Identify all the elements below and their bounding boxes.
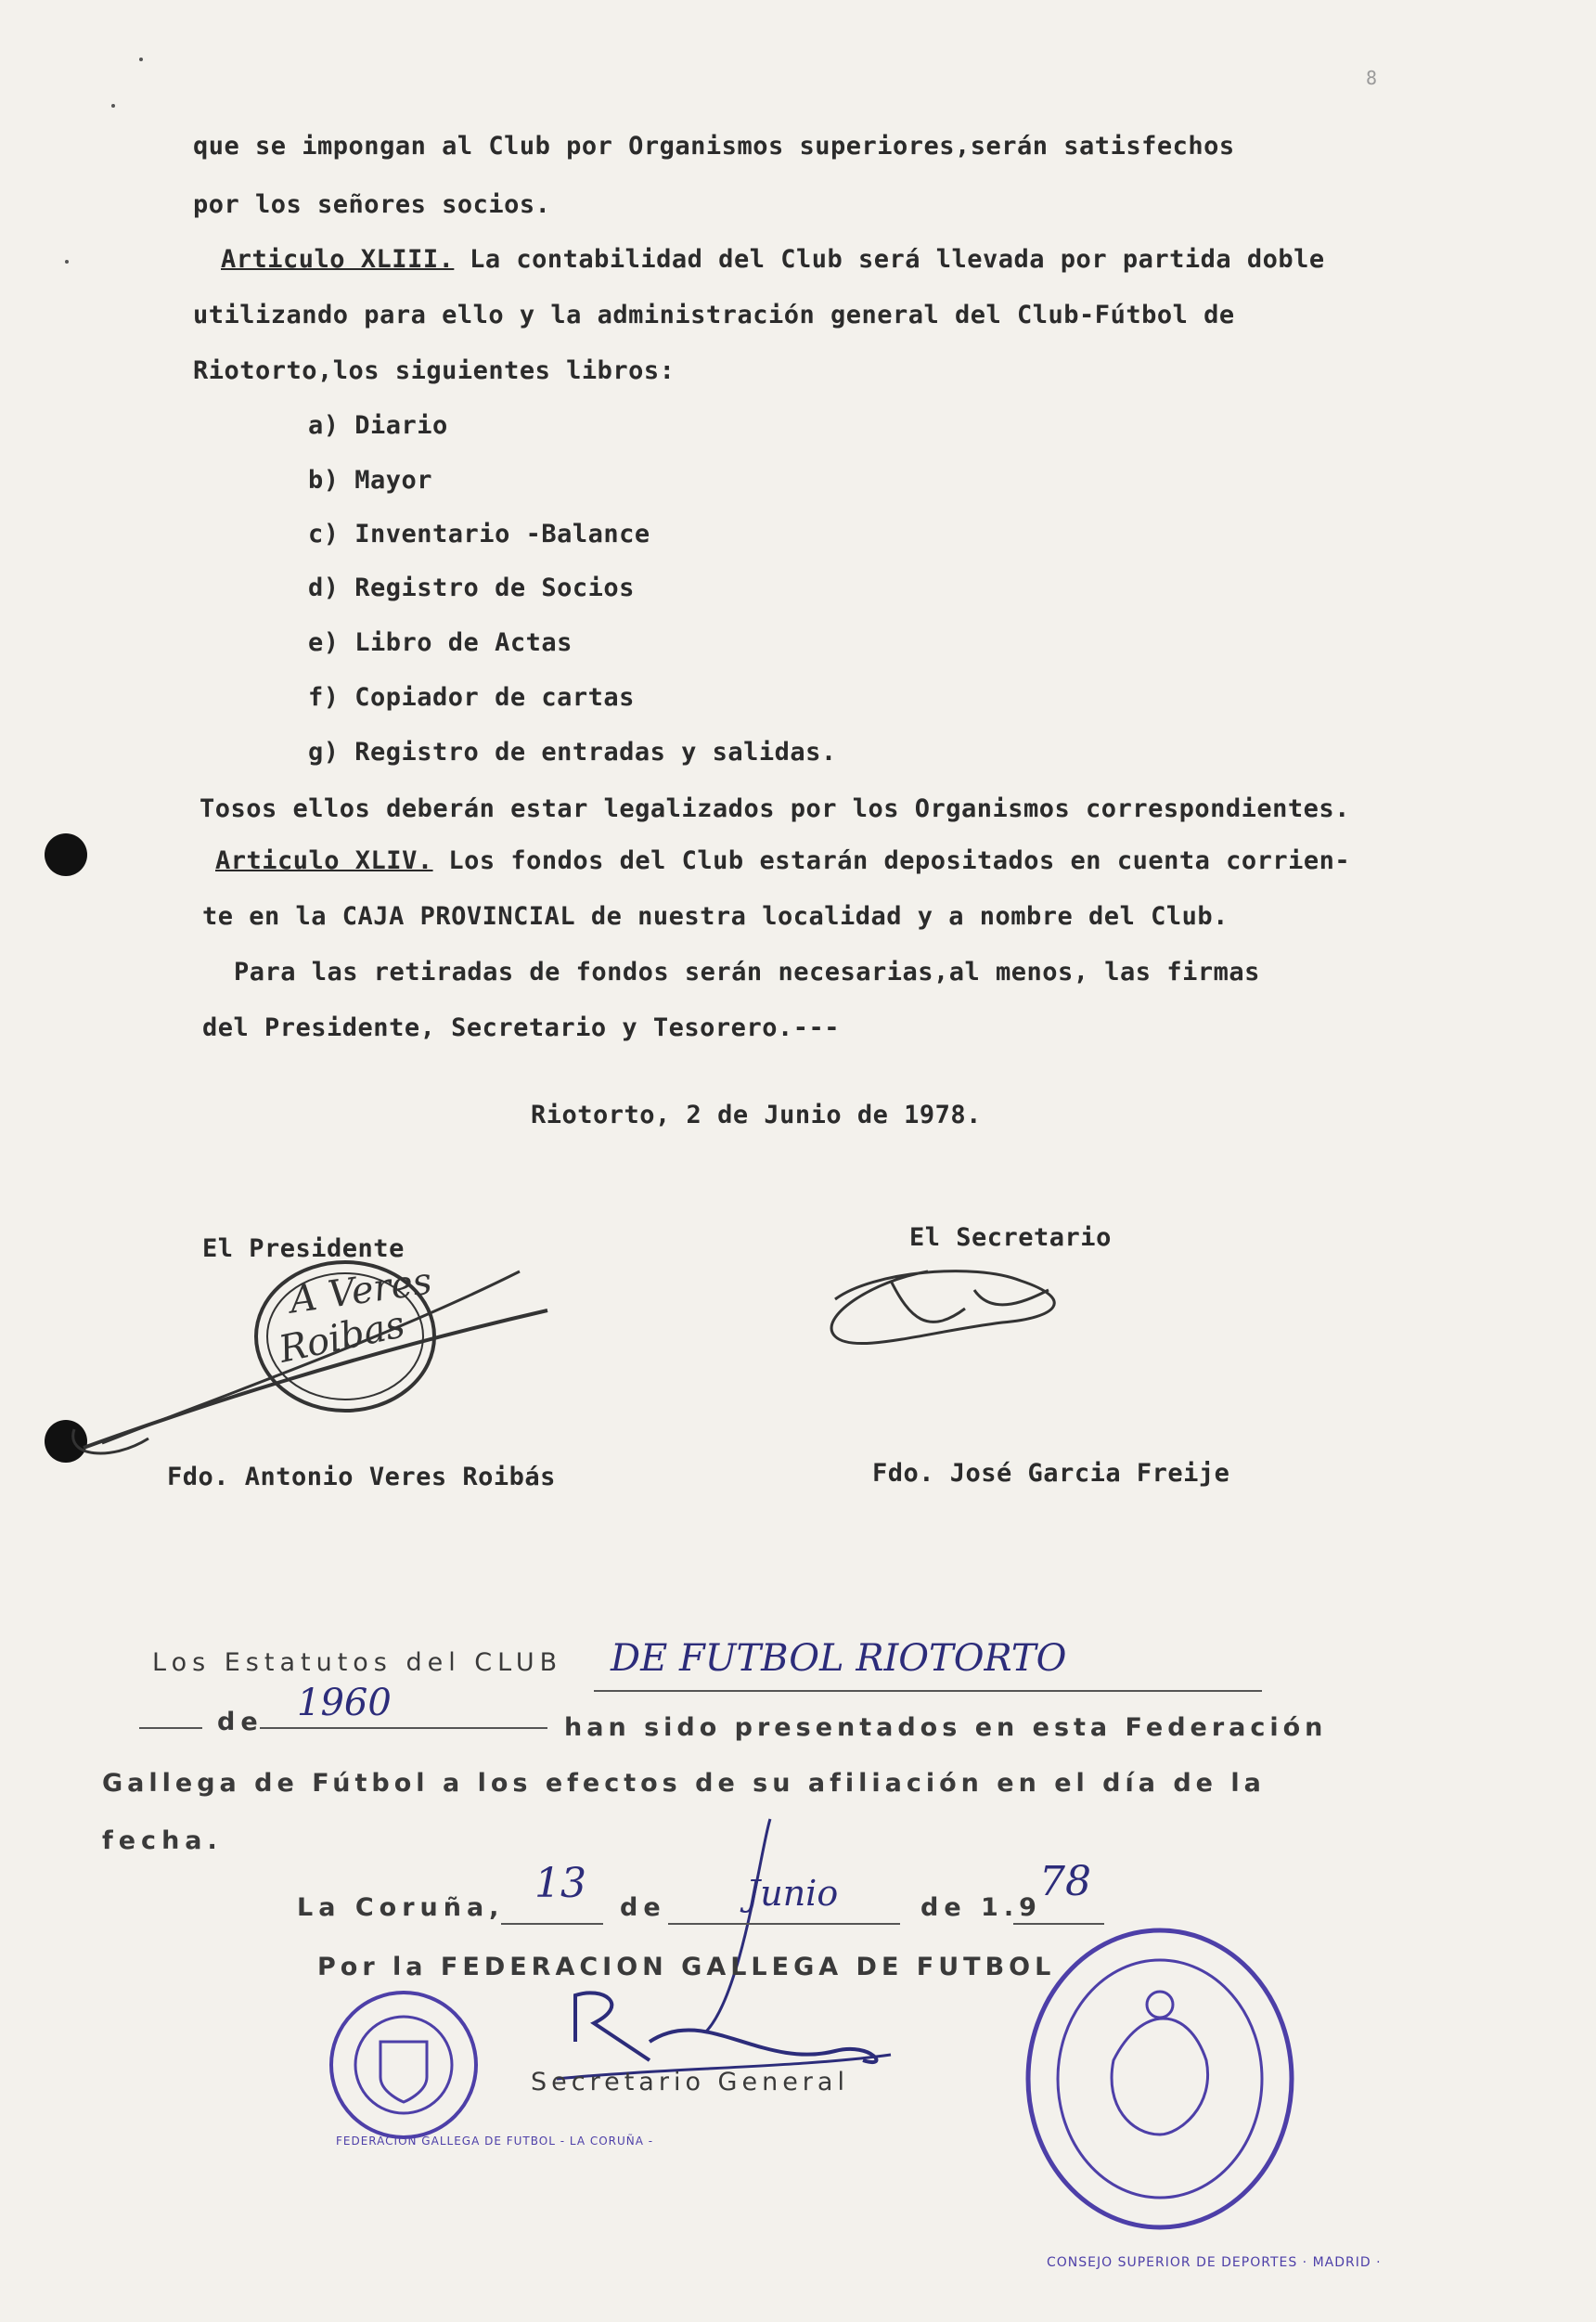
left-seal-text: FEDERACION GALLEGA DE FUTBOL - LA CORUÑA - bbox=[336, 2135, 654, 2148]
club-handwritten: DE FUTBOL RIOTORTO bbox=[611, 1637, 1067, 1680]
book-item: e) Libro de Actas bbox=[308, 628, 573, 657]
body-line-5: Riotorto,los siguientes libros: bbox=[193, 356, 676, 385]
month-handwritten: Junio bbox=[746, 1873, 839, 1914]
secretary-signature bbox=[831, 1271, 1054, 1344]
body-line-4: utilizando para ello y la administración general del Club-Fútbol de bbox=[193, 301, 1235, 329]
federation-signature bbox=[557, 1819, 891, 2079]
federation-line-2: Gallega de Fútbol a los efectos de su afiliación en el día de la bbox=[102, 1769, 1266, 1798]
body-caja-line: te en la CAJA PROVINCIAL de nuestra localidad y a nombre del Club. bbox=[202, 902, 1229, 931]
president-stamp-line-2: Roibas bbox=[275, 1303, 409, 1372]
federation-place: La Coruña, bbox=[297, 1893, 505, 1922]
article-43-text: La contabilidad del Club será llevada por partida doble bbox=[454, 245, 1325, 274]
right-seal-text: CONSEJO SUPERIOR DE DEPORTES · MADRID · bbox=[1047, 2255, 1382, 2270]
book-item: g) Registro de entradas y salidas. bbox=[308, 738, 837, 767]
article-44-text: Los fondos del Club estarán depositados en cuenta corrien- bbox=[432, 846, 1351, 875]
book-item: a) Diario bbox=[308, 411, 448, 440]
federation-de-2: de 1.9 bbox=[920, 1893, 1042, 1922]
body-line-1: que se impongan al Club por Organismos superiores,serán satisfechos bbox=[193, 132, 1235, 161]
body-line-2: por los señores socios. bbox=[193, 190, 551, 219]
secretary-label: El Secretario bbox=[909, 1223, 1112, 1252]
federation-por: Por la FEDERACION GALLEGA DE FUTBOL bbox=[317, 1953, 1056, 1981]
federation-presented: han sido presentados en esta Federación bbox=[564, 1713, 1328, 1742]
book-item: f) Copiador de cartas bbox=[308, 683, 635, 712]
body-cargos-line: del Presidente, Secretario y Tesorero.--- bbox=[202, 1013, 840, 1042]
body-legal-line: Tosos ellos deberán estar legalizados por los Organismos correspondientes. bbox=[200, 794, 1350, 823]
federation-line-3: fecha. bbox=[102, 1826, 223, 1855]
left-seal bbox=[331, 1993, 476, 2137]
right-seal bbox=[1028, 1930, 1292, 2227]
president-name: Fdo. Antonio Veres Roibás bbox=[167, 1463, 556, 1491]
article-44-title: Articulo XLIV. bbox=[215, 846, 433, 875]
federation-role: Secretario General bbox=[531, 2068, 849, 2096]
secretary-name: Fdo. José Garcia Freije bbox=[872, 1459, 1230, 1488]
book-item: c) Inventario -Balance bbox=[308, 520, 650, 548]
body-firmas-line: Para las retiradas de fondos serán necesarias,al menos, las firmas bbox=[234, 958, 1260, 987]
president-stamp-line-1: A Veres bbox=[287, 1259, 435, 1322]
year-suffix-handwritten: 78 bbox=[1039, 1858, 1091, 1905]
book-item: b) Mayor bbox=[308, 466, 433, 495]
day-handwritten: 13 bbox=[534, 1860, 586, 1907]
federation-de-1: de bbox=[620, 1893, 666, 1922]
page-marker: 8 bbox=[1366, 67, 1378, 89]
federation-prefix: Los Estatutos del CLUB bbox=[152, 1648, 563, 1677]
book-item: d) Registro de Socios bbox=[308, 574, 635, 602]
year-handwritten: 1960 bbox=[297, 1682, 392, 1724]
place-date: Riotorto, 2 de Junio de 1978. bbox=[531, 1101, 982, 1129]
federation-de: de bbox=[217, 1708, 264, 1736]
article-43-title: Articulo XLIII. bbox=[221, 245, 455, 274]
president-label: El Presidente bbox=[202, 1234, 405, 1263]
